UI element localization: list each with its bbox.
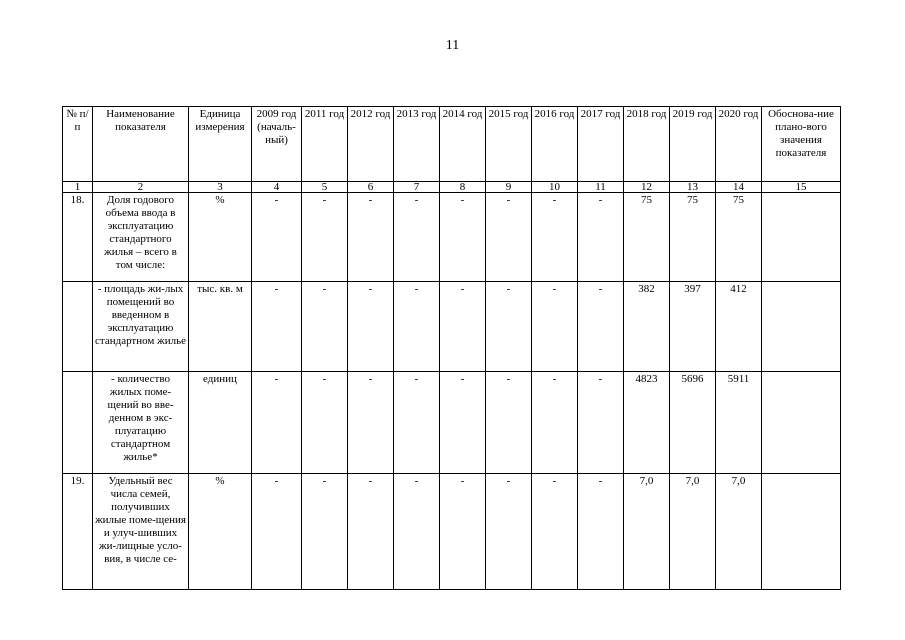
value-cell: -	[394, 282, 440, 372]
indicator-table	[62, 106, 841, 590]
value-cell: 7,0	[670, 474, 716, 590]
value-cell: 5911	[716, 372, 762, 474]
unit-cell: %	[189, 193, 252, 282]
value-cell: -	[348, 474, 394, 590]
column-number: 10	[532, 182, 578, 193]
value-cell: 412	[716, 282, 762, 372]
value-cell: -	[302, 474, 348, 590]
indicator-name: Доля годового объема ввода в эксплуатацию стандартного жилья – всего в том числе:	[93, 193, 189, 282]
value-cell: -	[440, 193, 486, 282]
page-number: 11	[445, 38, 460, 53]
header-cell: 2018 год	[624, 107, 670, 182]
value-cell: -	[440, 372, 486, 474]
table-row	[63, 193, 841, 282]
header-cell: 2009 год (началь-ный)	[252, 107, 302, 182]
column-number: 2	[93, 182, 189, 193]
justification-cell	[762, 474, 841, 590]
header-cell: Единица измерения	[189, 107, 252, 182]
column-number-row	[63, 182, 841, 193]
column-number: 14	[716, 182, 762, 193]
value-cell: -	[532, 193, 578, 282]
header-cell: Обоснова-ние плано-вого значения показателя	[762, 107, 841, 182]
column-number: 3	[189, 182, 252, 193]
column-number: 8	[440, 182, 486, 193]
header-cell: 2012 год	[348, 107, 394, 182]
table-row	[63, 372, 841, 474]
value-cell: -	[486, 474, 532, 590]
value-cell: -	[394, 193, 440, 282]
value-cell: -	[348, 193, 394, 282]
row-number	[63, 282, 93, 372]
table-row	[63, 474, 841, 590]
unit-cell: тыс. кв. м	[189, 282, 252, 372]
header-cell: 2014 год	[440, 107, 486, 182]
table-row	[63, 282, 841, 372]
value-cell: -	[394, 372, 440, 474]
value-cell: -	[252, 282, 302, 372]
value-cell: -	[532, 282, 578, 372]
value-cell: -	[302, 372, 348, 474]
column-number: 12	[624, 182, 670, 193]
value-cell: 75	[624, 193, 670, 282]
header-cell: 2017 год	[578, 107, 624, 182]
value-cell: -	[578, 193, 624, 282]
value-cell: 382	[624, 282, 670, 372]
justification-cell	[762, 193, 841, 282]
value-cell: -	[440, 282, 486, 372]
value-cell: 397	[670, 282, 716, 372]
value-cell: 5696	[670, 372, 716, 474]
value-cell: -	[578, 282, 624, 372]
value-cell: -	[302, 193, 348, 282]
column-number: 9	[486, 182, 532, 193]
value-cell: -	[486, 372, 532, 474]
value-cell: -	[394, 474, 440, 590]
value-cell: -	[348, 372, 394, 474]
value-cell: -	[348, 282, 394, 372]
value-cell: 75	[670, 193, 716, 282]
value-cell: -	[532, 372, 578, 474]
value-cell: -	[252, 474, 302, 590]
header-row	[63, 107, 841, 182]
row-number: 18.	[63, 193, 93, 282]
justification-cell	[762, 372, 841, 474]
value-cell: 7,0	[716, 474, 762, 590]
header-cell: 2016 год	[532, 107, 578, 182]
header-cell: Наименование показателя	[93, 107, 189, 182]
row-number: 19.	[63, 474, 93, 590]
header-cell: № п/п	[63, 107, 93, 182]
value-cell: -	[578, 372, 624, 474]
unit-cell: единиц	[189, 372, 252, 474]
header-cell: 2019 год	[670, 107, 716, 182]
value-cell: -	[578, 474, 624, 590]
justification-cell	[762, 282, 841, 372]
value-cell: 75	[716, 193, 762, 282]
value-cell: -	[486, 282, 532, 372]
value-cell: -	[252, 372, 302, 474]
value-cell: 4823	[624, 372, 670, 474]
value-cell: -	[252, 193, 302, 282]
header-cell: 2011 год	[302, 107, 348, 182]
column-number: 15	[762, 182, 841, 193]
indicator-name: Удельный вес числа семей, получивших жилые поме-щения и улуч-шивших жи-лищные усло-вия, в числе се-	[93, 474, 189, 590]
column-number: 7	[394, 182, 440, 193]
value-cell: -	[486, 193, 532, 282]
unit-cell: %	[189, 474, 252, 590]
header-cell: 2015 год	[486, 107, 532, 182]
column-number: 13	[670, 182, 716, 193]
column-number: 11	[578, 182, 624, 193]
indicator-name: - количество жилых поме-щений во вве-денном в экс-плуатацию стандартном жилье*	[93, 372, 189, 474]
row-number	[63, 372, 93, 474]
value-cell: 7,0	[624, 474, 670, 590]
value-cell: -	[532, 474, 578, 590]
column-number: 1	[63, 182, 93, 193]
indicator-name: - площадь жи-лых помещений во введенном в эксплуатацию стандартном жилье	[93, 282, 189, 372]
column-number: 6	[348, 182, 394, 193]
value-cell: -	[440, 474, 486, 590]
header-cell: 2013 год	[394, 107, 440, 182]
header-cell: 2020 год	[716, 107, 762, 182]
column-number: 5	[302, 182, 348, 193]
column-number: 4	[252, 182, 302, 193]
value-cell: -	[302, 282, 348, 372]
